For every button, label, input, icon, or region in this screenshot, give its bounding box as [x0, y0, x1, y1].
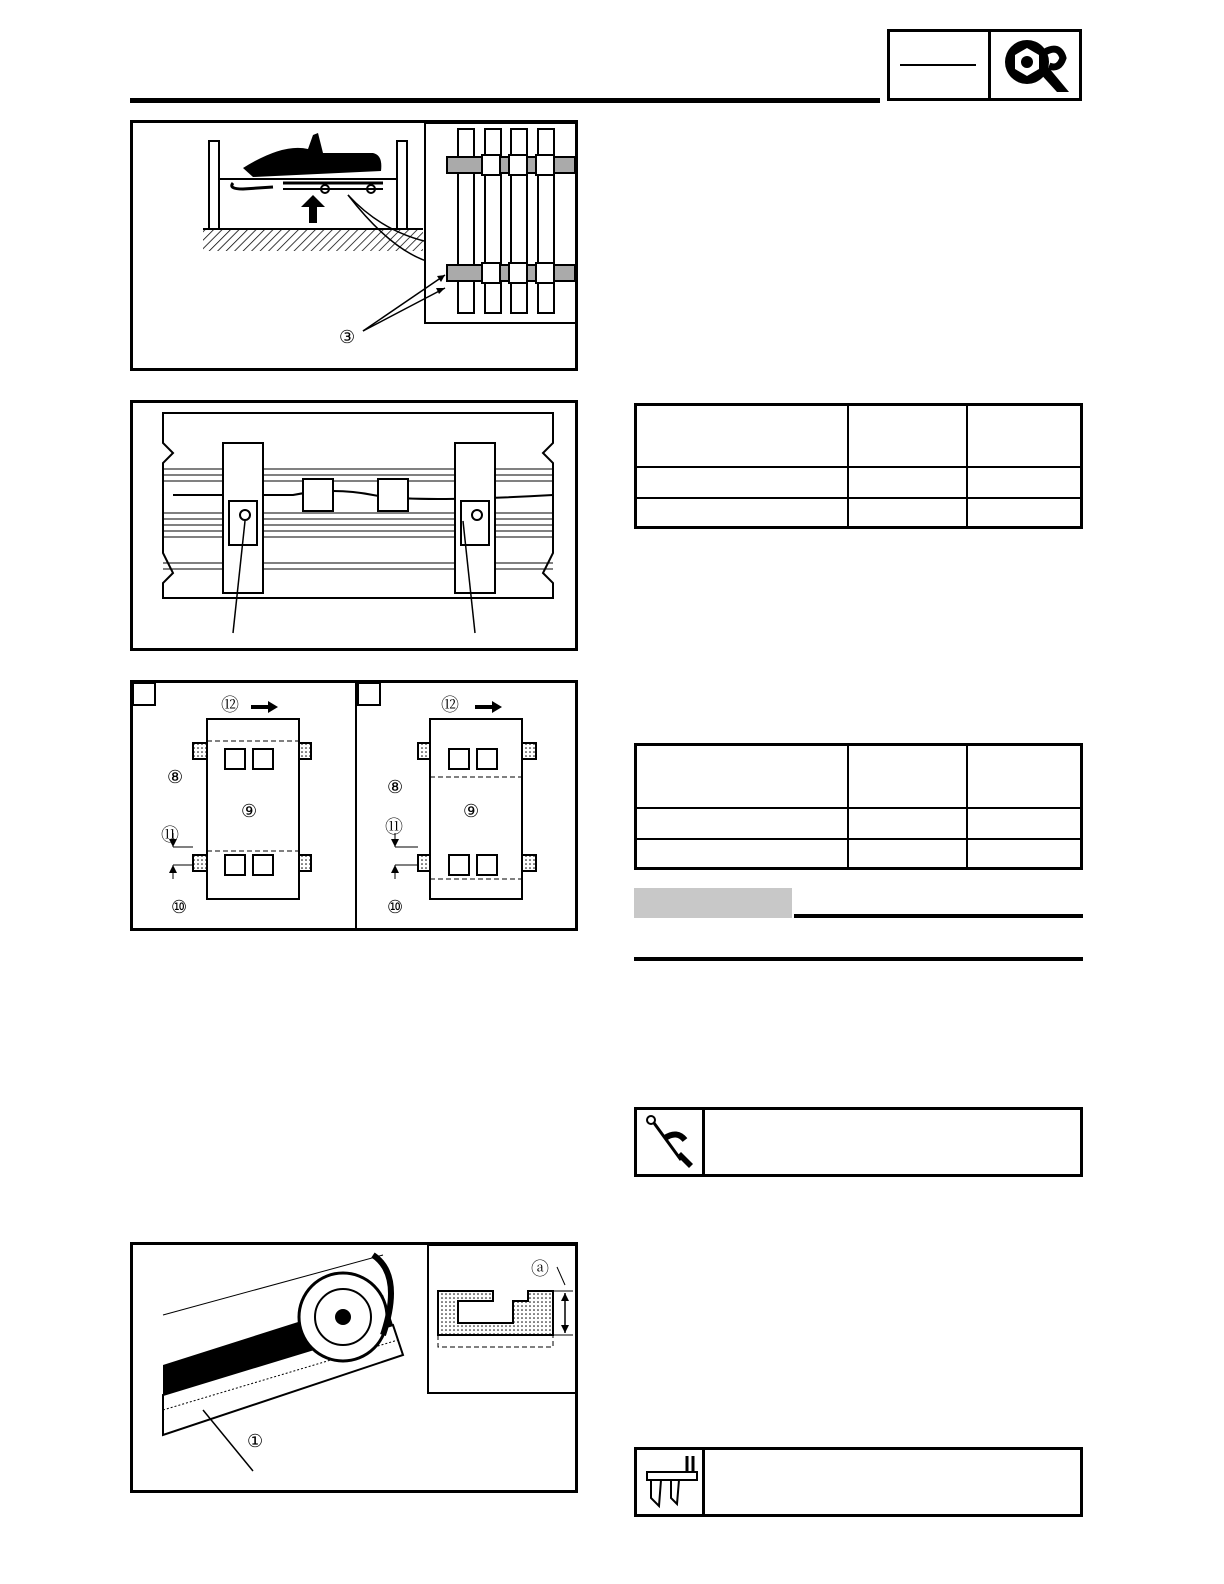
callout-9-left: ⑨ — [241, 801, 258, 821]
callout-8-left: ⑧ — [167, 767, 184, 787]
wrench-nut-icon — [997, 34, 1077, 96]
callout-10-left: ⑩ — [171, 897, 188, 917]
figure-clip-alignment — [130, 680, 578, 931]
torque-spec-box — [634, 1107, 1083, 1177]
callout-12-right: ⑫ — [441, 695, 459, 715]
callout-8-right: ⑧ — [387, 777, 404, 797]
callout-12-left: ⑫ — [221, 695, 239, 715]
callout-11-right: ⑪ — [385, 817, 403, 837]
callout-1: ① — [247, 1431, 264, 1451]
figure-track-top-view — [130, 400, 578, 651]
callout-10-right: ⑩ — [387, 897, 404, 917]
note-label-tab — [634, 888, 792, 918]
header-blank-line — [900, 64, 976, 66]
note-rule-top — [794, 914, 1083, 918]
callout-a: ⓐ — [531, 1259, 549, 1279]
caliper-icon — [637, 1450, 701, 1514]
figure-slide-rail-wear — [130, 1242, 578, 1493]
torque-wrench-icon — [637, 1110, 701, 1174]
measurement-spec-box — [634, 1447, 1083, 1517]
top-rule — [130, 98, 880, 103]
callout-9-right: ⑨ — [463, 801, 480, 821]
header-divider — [988, 29, 991, 101]
note-rule-bottom — [634, 957, 1083, 961]
spec-table-1 — [634, 403, 1083, 529]
spec-table-2 — [634, 743, 1083, 870]
figure-snowmobile-on-stand — [130, 120, 578, 371]
callout-11-left: ⑪ — [161, 825, 179, 845]
callout-3: ③ — [339, 327, 356, 347]
